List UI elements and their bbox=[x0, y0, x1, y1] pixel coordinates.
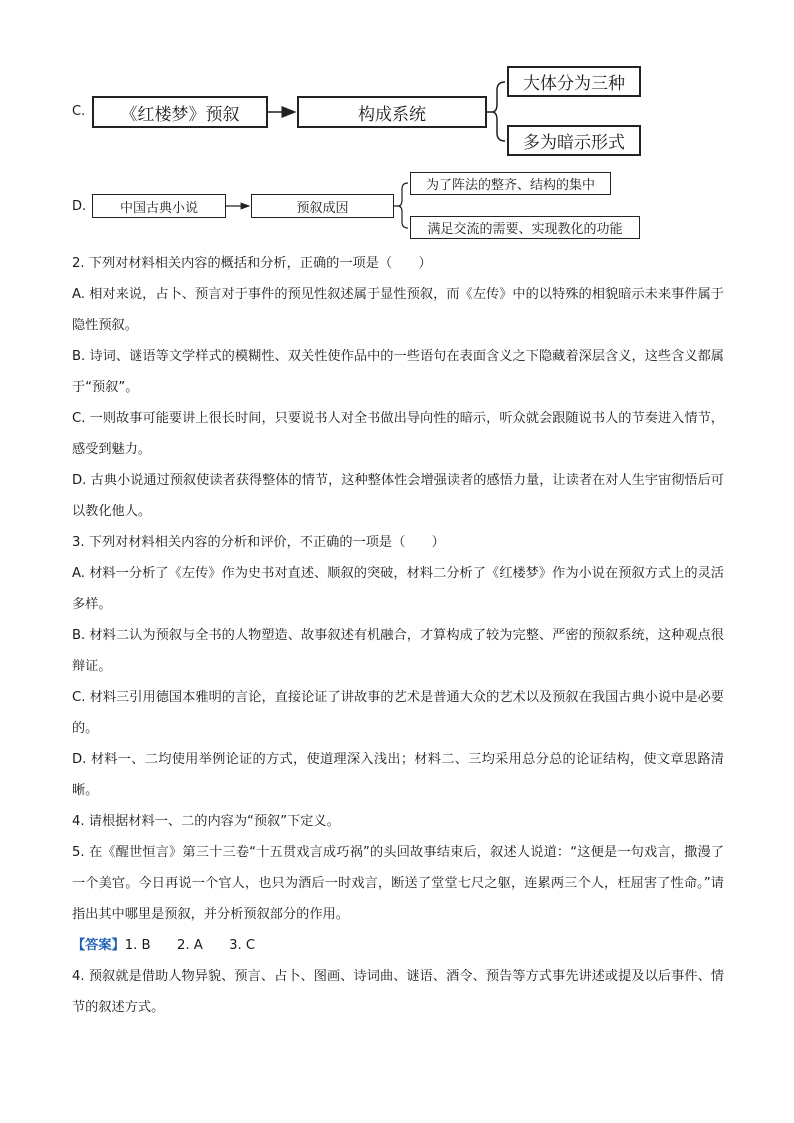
option-c-box-left: 《红楼梦》预叙 bbox=[92, 96, 268, 128]
questions-block bbox=[72, 248, 724, 1023]
answer-tag: 【答案】 bbox=[72, 938, 125, 953]
answer-4-text: 4. 预叙就是借助人物异貌、预言、占卜、图画、诗词曲、谜语、酒令、预告等方式事先讲述或提及以后事件、情节的叙述方式。 bbox=[72, 969, 724, 1015]
question-3-option-c: C. 材料三引用德国本雅明的言论，直接论证了讲故事的艺术是普通大众的艺术以及预叙在我国古典小说中是必要的。 bbox=[72, 690, 724, 736]
answer-line bbox=[72, 930, 724, 961]
option-d-box-mid: 预叙成因 bbox=[251, 194, 394, 218]
option-d-box-bottom: 满足交流的需要、实现教化的功能 bbox=[410, 216, 640, 239]
option-c-box-top: 大体分为三种 bbox=[507, 66, 641, 97]
option-d-box-left: 中国古典小说 bbox=[92, 194, 226, 218]
option-c-box-bottom: 多为暗示形式 bbox=[507, 125, 641, 156]
question-3-stem: 3. 下列对材料相关内容的分析和评价，不正确的一项是（ ） bbox=[72, 535, 445, 550]
question-2-option-b: B. 诗词、谜语等文学样式的模糊性、双关性使作品中的一些语句在表面含义之下隐藏着深层含义，这些含义都属于“预叙”。 bbox=[72, 349, 724, 395]
question-5-stem: 5. 在《醒世恒言》第三十三卷“十五贯戏言成巧祸”的头回故事结束后，叙述人说道：“这便是一句戏言，撒漫了一个美官。今日再说一个官人，也只为酒后一时戏言，断送了堂堂七尺之躯，连累两三个人，枉屈害了性命。”请指出其中哪里是预叙，并分析预叙部分的作用。 bbox=[72, 845, 724, 922]
answer-text: 1. B 2. A 3. C bbox=[124, 938, 256, 953]
question-3-option-b: B. 材料二认为预叙与全书的人物塑造、故事叙述有机融合，才算构成了较为完整、严密的预叙系统，这种观点很辩证。 bbox=[72, 628, 724, 674]
option-d-letter: D. bbox=[72, 199, 87, 214]
question-2-option-c: C. 一则故事可能要讲上很长时间，只要说书人对全书做出导向性的暗示，听众就会跟随说书人的节奏进入情节，感受到魅力。 bbox=[72, 411, 724, 457]
option-c-box-mid: 构成系统 bbox=[297, 96, 487, 128]
diagram-connectors bbox=[0, 0, 794, 260]
question-3-option-a: A. 材料一分析了《左传》作为史书对直述、顺叙的突破，材料二分析了《红楼梦》作为小说在预叙方式上的灵活多样。 bbox=[72, 566, 724, 612]
option-d-bracket bbox=[394, 183, 408, 228]
question-4-stem: 4. 请根据材料一、二的内容为“预叙”下定义。 bbox=[72, 814, 340, 829]
question-2-option-a: A. 相对来说，占卜、预言对于事件的预见性叙述属于显性预叙，而《左传》中的以特殊的相貌暗示未来事件属于隐性预叙。 bbox=[72, 287, 724, 333]
option-c-bracket bbox=[487, 82, 505, 141]
question-2-stem: 2. 下列对材料相关内容的概括和分析，正确的一项是（ ） bbox=[72, 256, 432, 271]
option-c-letter: C. bbox=[72, 104, 86, 119]
question-3-option-d: D. 材料一、二均使用举例论证的方式，使道理深入浅出；材料二、三均采用总分总的论证结构，使文章思路清晰。 bbox=[72, 752, 724, 798]
option-d-box-top: 为了阵法的整齐、结构的集中 bbox=[410, 172, 611, 195]
question-2-option-d: D. 古典小说通过预叙使读者获得整体的情节，这种整体性会增强读者的感悟力量，让读者在对人生宇宙彻悟后可以教化他人。 bbox=[72, 473, 724, 519]
